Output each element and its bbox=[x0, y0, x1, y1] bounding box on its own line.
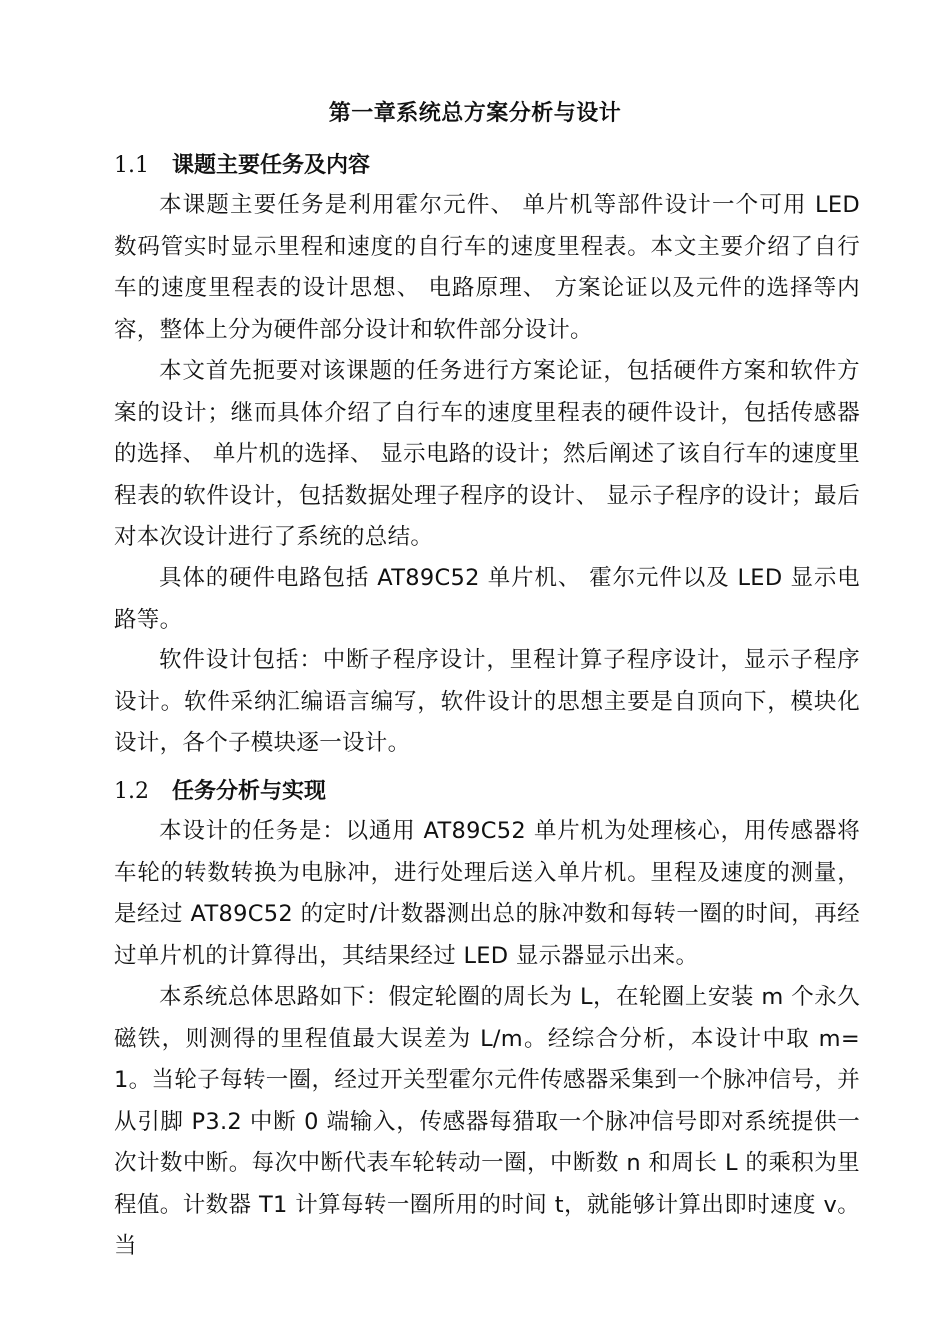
chapter-title: 第一章系统总方案分析与设计 bbox=[328, 101, 622, 126]
paragraph-1-2-1: 本设计的任务是：以通用 AT89C52 单片机为处理核心，用传感器将车轮的转数转换为电脉冲，进行处理后送入单片机。里程及速度的测量，是经过 AT89C52 的定时/计数器测出总的脉冲数和每转一圈的时间，再经过单片机的计算得出，其结果经过 LED 显示器显示出来。 bbox=[114, 818, 860, 969]
paragraph-1-1-2: 本文首先扼要对该课题的任务进行方案论证，包括硬件方案和软件方案的设计；继而具体介绍了自行车的速度里程表的硬件设计，包括传感器的选择、 单片机的选择、 显示电路的设计；然后阐述了该自行车的速度里程表的软件设计，包括数据处理子程序的设计、 显示子程序的设计；最后对本次设计进行了系统的总结。 bbox=[114, 358, 860, 550]
section-number: 1.1 bbox=[114, 153, 149, 178]
section-number: 1.2 bbox=[114, 779, 149, 804]
paragraph-1-2-2: 本系统总体思路如下：假定轮圈的周长为 L，在轮圈上安装 m 个永久磁铁，则测得的里程值最大误差为 L/m。经综合分析，本设计中取 m=1。当轮子每转一圈，经过开关型霍尔元件传感器采集到一个脉冲信号，并从引脚 P3.2 中断 0 端输入，传感器每猎取一个脉冲信号即对系统提供一次计数中断。每次中断代表车轮转动一圈，中断数 n 和周长 L 的乘积为里程值。计数器 T1 计算每转一圈所用的时间 t，就能够计算出即时速度 v。当 bbox=[114, 984, 860, 1259]
paragraph-1-1-3: 具体的硬件电路包括 AT89C52 单片机、 霍尔元件以及 LED 显示电路等。 bbox=[114, 565, 860, 633]
paragraph-1-1-4: 软件设计包括：中断子程序设计，里程计算子程序设计，显示子程序设计。软件采纳汇编语言编写，软件设计的思想主要是自顶向下，模块化设计，各个子模块逐一设计。 bbox=[114, 647, 860, 756]
section-title: 任务分析与实现 bbox=[172, 779, 327, 804]
section-heading-1-2 bbox=[114, 774, 326, 805]
section-heading-1-1 bbox=[114, 148, 370, 179]
paragraph-1-1-1: 本课题主要任务是利用霍尔元件、 单片机等部件设计一个可用 LED 数码管实时显示里程和速度的自行车的速度里程表。本文主要介绍了自行车的速度里程表的设计思想、 电路原理、 方案论证以及元件的选择等内容，整体上分为硬件部分设计和软件部分设计。 bbox=[114, 192, 860, 343]
section-title: 课题主要任务及内容 bbox=[172, 153, 371, 178]
